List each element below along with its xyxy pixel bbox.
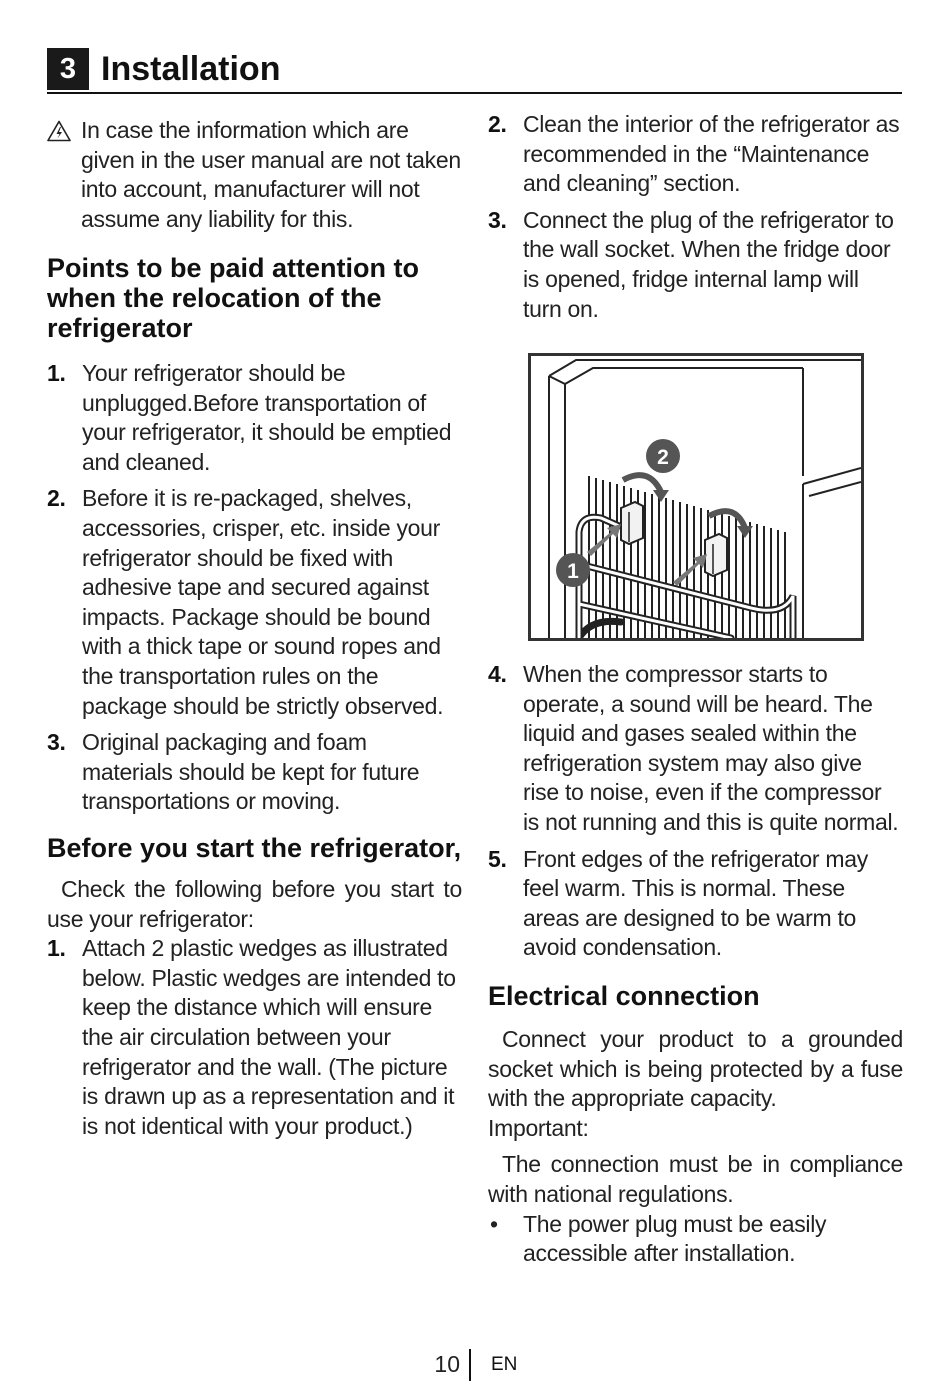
list-item [488, 660, 903, 838]
section-number: 3 [47, 48, 89, 90]
compliance-paragraph: The connection must be in compliance with national regulations. [488, 1151, 903, 1207]
section-header [47, 48, 902, 94]
list-number: 4. [488, 661, 507, 687]
step-badge-2-label: 2 [657, 446, 669, 469]
important-label: Important: [488, 1114, 589, 1141]
bullet-item [488, 1210, 903, 1269]
footer-divider [469, 1349, 471, 1381]
warning-note [47, 116, 462, 234]
list-text: Front edges of the refrigerator may feel warm. This is normal. These areas are designed to be warm to avoid condensation. [523, 845, 868, 961]
page-number: 10 [434, 1351, 460, 1377]
section-title: Installation [101, 50, 281, 88]
steps-list-b [488, 660, 903, 970]
list-number: 1. [47, 935, 66, 962]
list-item [488, 845, 903, 963]
list-number: 2. [47, 485, 66, 512]
list-text: Connect the plug of the refrigerator to the wall socket. When the fridge door is opened, fridge internal lamp will turn on. [523, 206, 894, 322]
step-badge-2 [646, 439, 680, 473]
list-text: Clean the interior of the refrigerator as recommended in the “Maintenance and cleaning” section. [523, 111, 900, 197]
wedge-illustration [528, 353, 864, 641]
list-item [488, 206, 903, 324]
list-text: Original packaging and foam materials should be kept for future transportations or moving. [82, 729, 420, 815]
bullet-text: The power plug must be easily accessible after installation. [523, 1210, 827, 1267]
language-code: EN [491, 1354, 518, 1375]
list-number: 3. [47, 729, 66, 756]
before-start-intro: Check the following before you start to use your refrigerator: [47, 876, 462, 932]
step-badge-1-label: 1 [567, 560, 579, 583]
before-start-heading: Before you start the refrigerator, [47, 833, 462, 863]
list-item [47, 728, 462, 817]
steps-list-a [488, 110, 903, 331]
list-item [47, 484, 462, 721]
list-number: 1. [47, 360, 66, 386]
list-text: Before it is re-packaged, shelves, accessories, crisper, etc. inside your refrigerator should be fixed with adhesive tape and secured against impacts. Package should be bound with a thick tape or sound ropes and the transportation rules on the package should be strictly observed. [82, 485, 444, 719]
refrigerator-back-drawing [531, 356, 861, 638]
electrical-paragraph: Connect your product to a grounded socket which is being protected by a fuse with the appropriate capacity. [488, 1026, 903, 1112]
list-text: Your refrigerator should be unplugged.Before transportation of your refrigerator, it should be emptied and cleaned. [82, 360, 452, 475]
relocation-heading: Points to be paid attention to when the relocation of the refrigerator [47, 253, 419, 343]
electrical-heading: Electrical connection [488, 981, 760, 1011]
list-number: 2. [488, 111, 507, 137]
list-text: Attach 2 plastic wedges as illustrated below. Plastic wedges are intended to keep the distance which will ensure the air circulation between your refrigerator and the wall. (The picture is drawn up as a representation and it is not identical with your product.) [82, 935, 456, 1139]
before-start-section [47, 833, 462, 1148]
list-item [47, 359, 462, 477]
page-footer [0, 1349, 950, 1381]
warning-triangle-icon [47, 120, 71, 142]
electrical-section [488, 981, 903, 1269]
list-text: When the compressor starts to operate, a sound will be heard. The liquid and gases sealed within the refrigeration system may also give rise to noise, even if the compressor is not running and this is quite normal. [523, 661, 899, 835]
bullet-dot: • [490, 1210, 498, 1237]
step-badge-1 [556, 553, 590, 587]
list-item [488, 110, 903, 199]
list-number: 5. [488, 845, 507, 872]
list-item [47, 934, 462, 1141]
list-number: 3. [488, 206, 507, 233]
warning-text: In case the information which are given in the user manual are not taken into account, manufacturer will not assume any liability for this. [81, 117, 461, 232]
relocation-section [47, 253, 462, 824]
